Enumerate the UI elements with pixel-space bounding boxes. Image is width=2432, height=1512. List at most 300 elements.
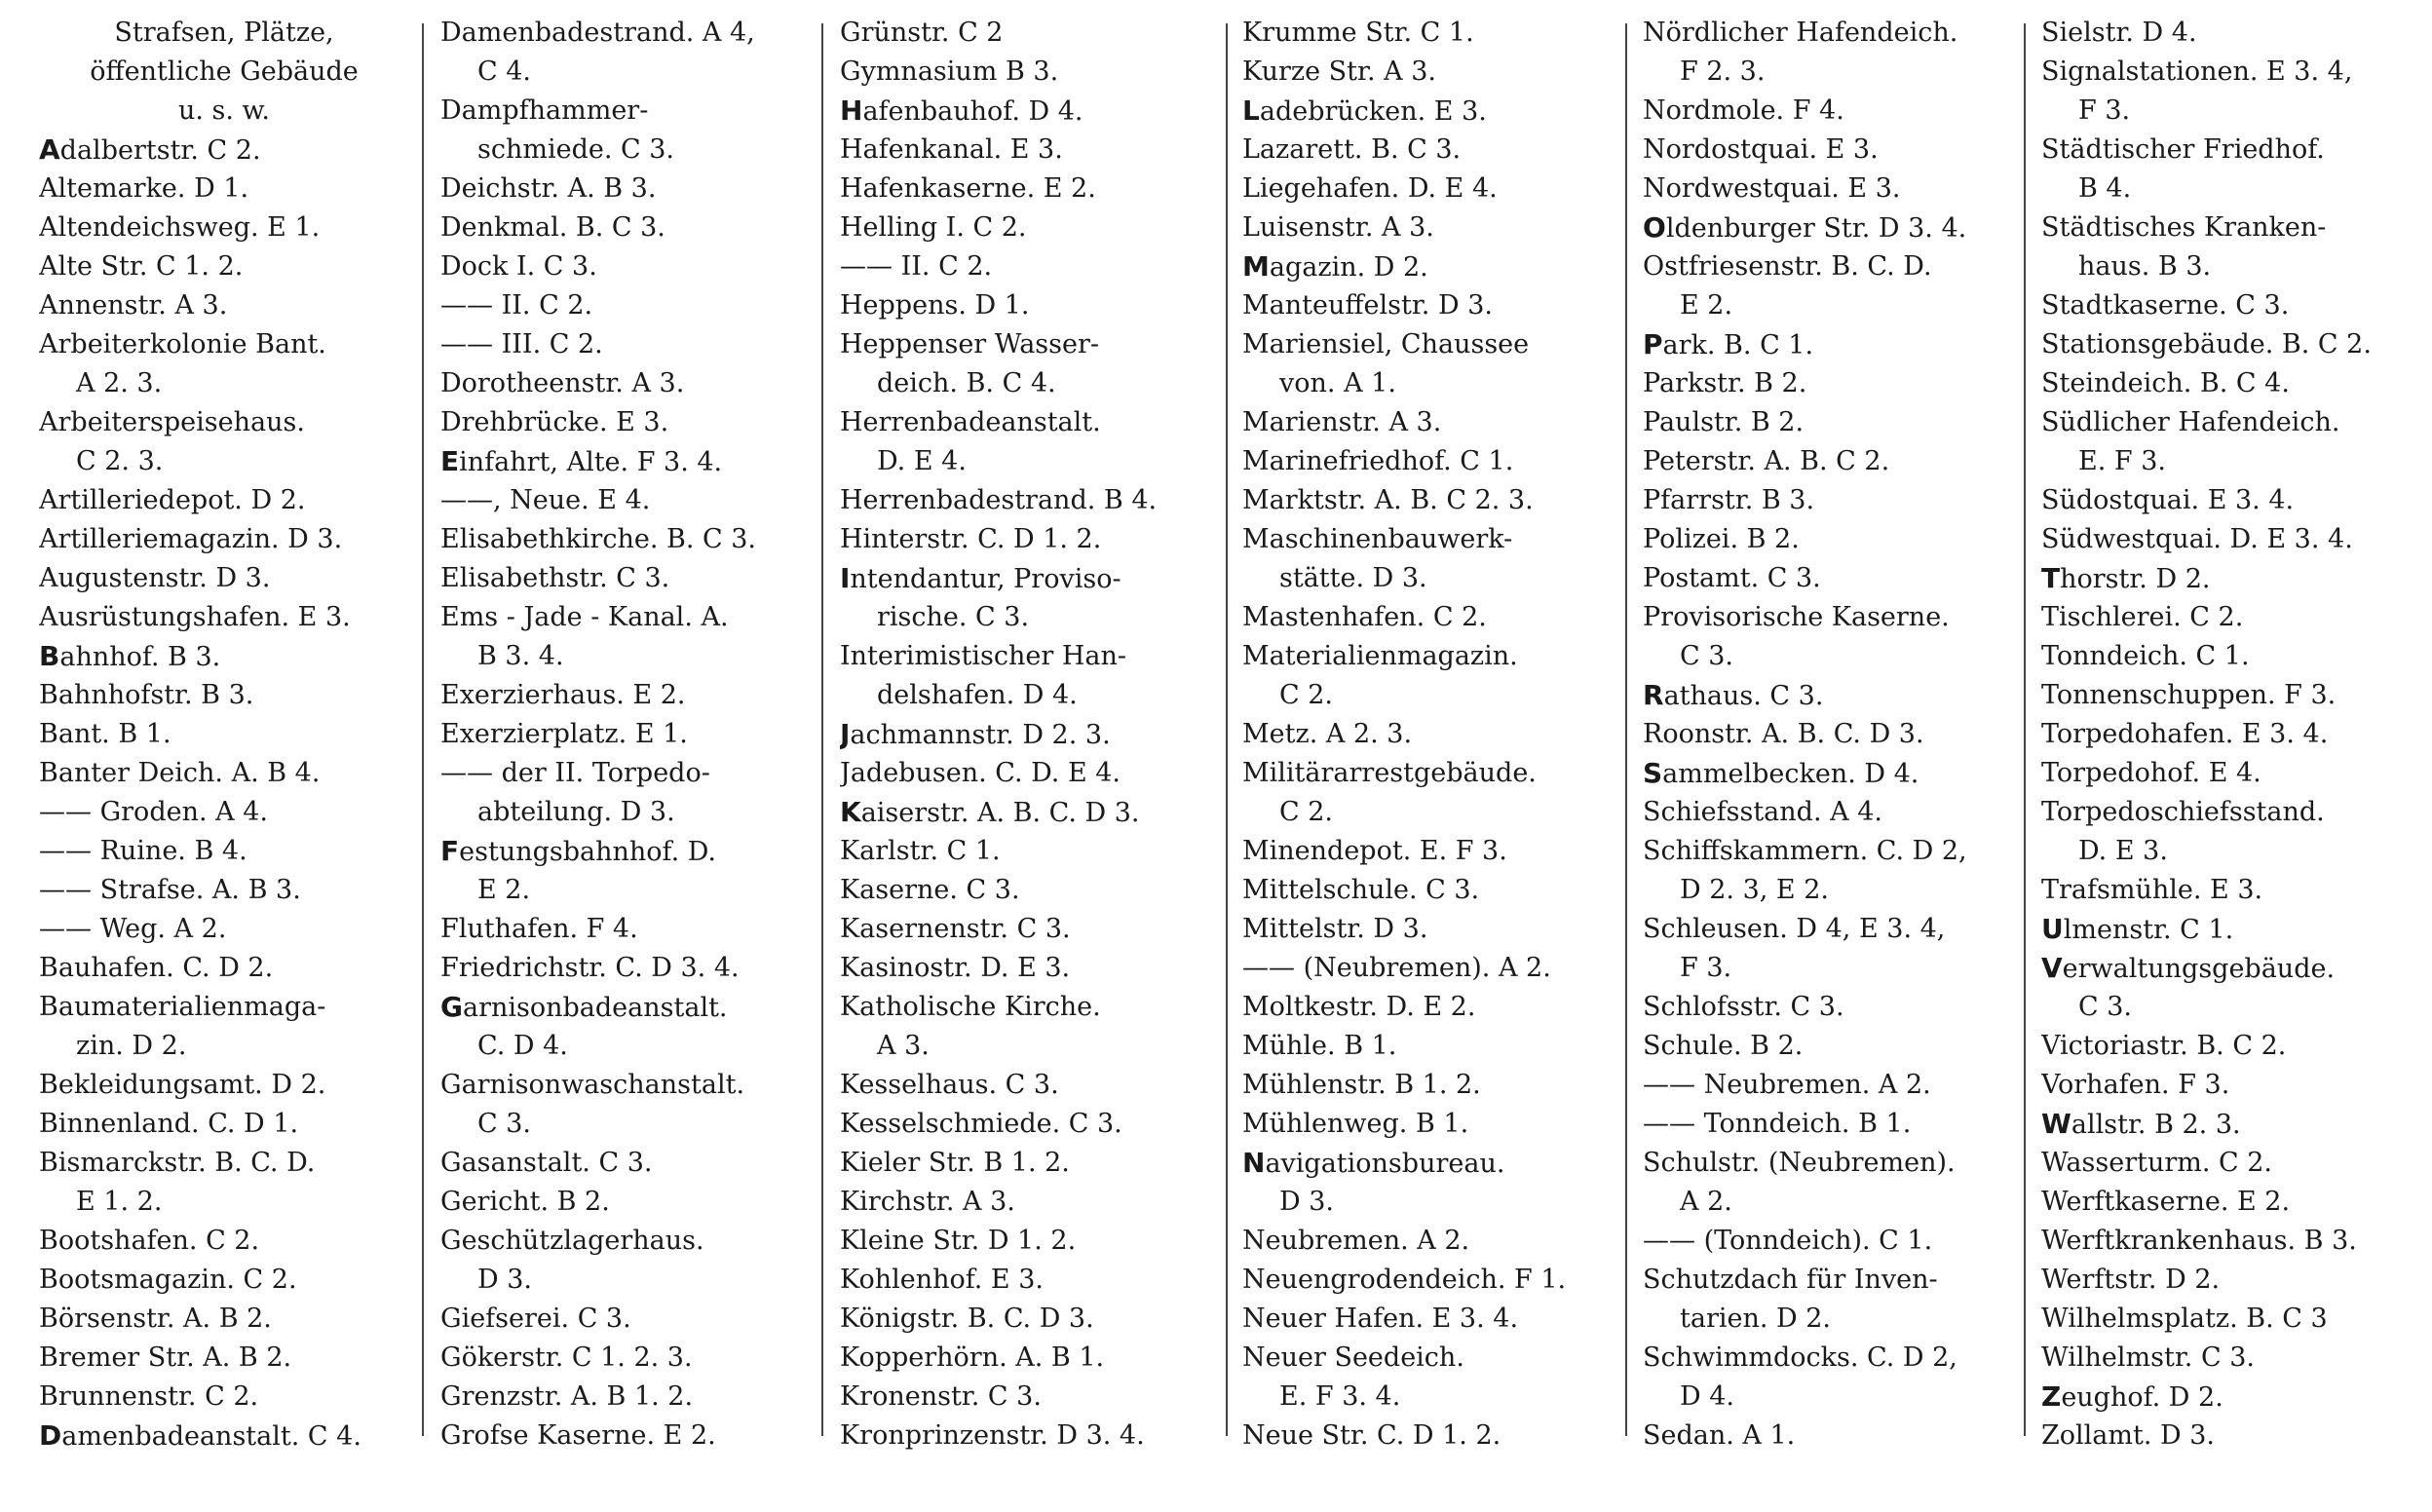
initial-letter: B <box>39 640 60 672</box>
entry-text: C 2. <box>1279 797 1334 827</box>
index-entry-line <box>2041 1222 2416 1261</box>
entry-text: Kohlenhof. E 3. <box>840 1265 1044 1295</box>
entry-text: estungsbahnhof. D. <box>459 837 717 867</box>
entry-text: Neubremen. A 2. <box>1242 1226 1470 1256</box>
entry-text: C. D 4. <box>477 1031 568 1061</box>
entry-text: Wilhelmsplatz. B. C 3 <box>2041 1304 2328 1334</box>
entry-text: Banter Deich. A. B 4. <box>39 758 321 788</box>
entry-text: tarien. D 2. <box>1680 1304 1832 1334</box>
entry-list <box>2041 14 2416 1455</box>
entry-text: Nördlicher Hafendeich. <box>1643 18 1958 48</box>
index-entry-line <box>1643 715 2028 754</box>
entry-text: Paulstr. B 2. <box>1643 407 1805 437</box>
index-entry-line <box>840 1300 1220 1339</box>
index-entry-line <box>840 637 1220 676</box>
column-divider <box>2024 23 2026 1436</box>
initial-letter: H <box>840 94 863 127</box>
entry-text: Schule. B 2. <box>1643 1031 1804 1061</box>
index-entry-line <box>2041 871 2416 910</box>
entry-text: Minendepot. E. F 3. <box>1242 836 1507 866</box>
index-entry-line <box>2041 131 2416 170</box>
index-entry-line <box>840 910 1220 949</box>
index-entry-line <box>39 832 409 871</box>
index-entry-line <box>1643 637 2028 676</box>
entry-text: Signalstationen. E 3. 4, <box>2041 57 2353 87</box>
entry-text: Giefserei. C 3. <box>440 1304 631 1334</box>
entry-text: Lazarett. B. C 3. <box>1242 134 1462 165</box>
index-entry-line <box>1242 1222 1627 1261</box>
entry-text: Strafsen, Plätze, <box>114 18 334 48</box>
entry-text: ntendantur, Proviso- <box>850 564 1121 594</box>
index-entry-line <box>840 1027 1220 1066</box>
index-entry-line <box>840 1417 1220 1455</box>
index-entry-line <box>1643 208 2028 247</box>
entry-text: —— III. C 2. <box>440 329 603 359</box>
entry-text: u. s. w. <box>177 95 271 126</box>
index-column-6 <box>2041 14 2416 1475</box>
entry-text: Helling I. C 2. <box>840 212 1027 243</box>
index-entry-line <box>2041 559 2416 598</box>
index-entry-line <box>440 1144 816 1183</box>
index-entry-line <box>2041 247 2416 286</box>
entry-text: D 3. <box>1279 1187 1334 1217</box>
entry-text: Heppens. D 1. <box>840 290 1030 321</box>
index-entry-line <box>1643 832 2028 871</box>
index-entry-line <box>840 832 1220 871</box>
index-entry-line <box>840 1144 1220 1183</box>
index-entry-line <box>1643 1378 2028 1417</box>
entry-text: Königstr. B. C. D 3. <box>840 1304 1094 1334</box>
index-entry-line <box>2041 676 2416 715</box>
index-entry-line <box>840 754 1220 793</box>
index-entry-line <box>39 481 409 520</box>
entry-text: Parkstr. B 2. <box>1643 368 1807 398</box>
index-entry-line <box>1643 442 2028 481</box>
index-column-5 <box>1643 14 2028 1475</box>
entry-text: Bootsmagazin. C 2. <box>39 1265 297 1295</box>
entry-text: afenbauhof. D 4. <box>862 96 1083 127</box>
initial-letter: L <box>1242 94 1260 127</box>
index-entry-line <box>440 910 816 949</box>
entry-text: Stadtkaserne. C 3. <box>2041 290 2290 321</box>
entry-text: C 3. <box>477 1109 532 1139</box>
entry-text: öffentliche Gebäude <box>90 57 359 87</box>
entry-text: —— Strafse. A. B 3. <box>39 875 301 905</box>
index-entry-line <box>1242 1183 1627 1222</box>
index-entry-line <box>1242 442 1627 481</box>
index-entry-line <box>840 598 1220 637</box>
initial-letter: G <box>440 991 463 1023</box>
section-heading-line <box>39 92 409 131</box>
entry-text: arnisonbadeanstalt. <box>462 993 728 1023</box>
entry-text: Alte Str. C 1. 2. <box>39 251 244 282</box>
entry-text: Tonndeich. C 1. <box>2041 641 2250 671</box>
initial-letter: T <box>2041 562 2061 594</box>
index-entry-line <box>840 170 1220 208</box>
index-entry-line <box>840 286 1220 325</box>
entry-text: Mühle. B 1. <box>1242 1031 1397 1061</box>
entry-text: Fluthafen. F 4. <box>440 914 638 944</box>
entry-text: amenbadeanstalt. C 4. <box>61 1421 361 1452</box>
entry-text: Interimistischer Han- <box>840 641 1126 671</box>
entry-text: Gericht. B 2. <box>440 1187 610 1217</box>
entry-text: horstr. D 2. <box>2060 564 2211 594</box>
index-entry-line <box>2041 481 2416 520</box>
entry-text: ammelbecken. D 4. <box>1662 759 1919 789</box>
index-entry-line <box>1242 910 1627 949</box>
entry-text: Nordmole. F 4. <box>1643 95 1844 126</box>
entry-text: Kirchstr. A 3. <box>840 1187 1015 1217</box>
entry-text: —— (Tonndeich). C 1. <box>1643 1226 1933 1256</box>
entry-text: eughof. D 2. <box>2061 1382 2223 1413</box>
entry-text: Steindeich. B. C 4. <box>2041 368 2290 398</box>
entry-text: Ostfriesenstr. B. C. D. <box>1643 251 1932 282</box>
index-entry-line <box>39 793 409 832</box>
entry-text: aiserstr. A. B. C. D 3. <box>860 798 1140 828</box>
index-column-3 <box>840 14 1220 1475</box>
entry-text: Ausrüstungshafen. E 3. <box>39 602 351 632</box>
entry-text: Elisabethstr. C 3. <box>440 563 670 593</box>
initial-letter: I <box>840 562 851 594</box>
index-entry-line <box>1643 910 2028 949</box>
index-column-1 <box>39 14 409 1475</box>
entry-text: Binnenland. C. D 1. <box>39 1109 299 1139</box>
index-entry-line <box>440 403 816 442</box>
index-entry-line <box>1242 1417 1627 1455</box>
index-entry-line <box>1643 1183 2028 1222</box>
entry-text: zin. D 2. <box>76 1031 187 1061</box>
index-entry-line <box>2041 1144 2416 1183</box>
entry-text: Neue Str. C. D 1. 2. <box>1242 1420 1501 1451</box>
index-entry-line <box>1242 247 1627 286</box>
entry-text: Provisorische Kaserne. <box>1643 602 1950 632</box>
initial-letter: V <box>2041 952 2063 984</box>
index-entry-line <box>1643 1144 2028 1183</box>
entry-text: Garnisonwaschanstalt. <box>440 1070 745 1100</box>
entry-text: Neuer Hafen. E 3. 4. <box>1242 1304 1519 1334</box>
index-entry-line <box>440 1339 816 1378</box>
entry-text: Annenstr. A 3. <box>39 290 228 321</box>
entry-text: abteilung. D 3. <box>477 797 675 827</box>
index-entry-line <box>840 715 1220 754</box>
entry-text: Luisenstr. A 3. <box>1242 212 1434 243</box>
entry-text: F 2. 3. <box>1680 57 1766 87</box>
entry-text: Südwestquai. D. E 3. 4. <box>2041 524 2353 554</box>
entry-list <box>1242 14 1627 1455</box>
column-divider <box>1625 23 1627 1436</box>
entry-text: Trafsmühle. E 3. <box>2041 875 2263 905</box>
entry-text: C 2. 3. <box>76 446 164 476</box>
entry-text: adebrücken. E 3. <box>1259 96 1487 127</box>
entry-text: Kesselschmiede. C 3. <box>840 1109 1122 1139</box>
entry-text: Schulstr. (Neubremen). <box>1643 1148 1956 1178</box>
index-entry-line <box>1242 1105 1627 1144</box>
entry-text: Dorotheenstr. A 3. <box>440 368 685 398</box>
entry-text: Grofse Kaserne. E 2. <box>440 1420 716 1451</box>
index-entry-line <box>2041 1300 2416 1339</box>
index-entry-line <box>2041 1183 2416 1222</box>
index-entry-line <box>1242 1027 1627 1066</box>
entry-text: —— Tonndeich. B 1. <box>1643 1109 1912 1139</box>
entry-text: Artilleriemagazin. D 3. <box>39 524 343 554</box>
entry-text: Baumaterialienmaga- <box>39 992 326 1022</box>
index-entry-line <box>2041 793 2416 832</box>
entry-text: allstr. B 2. 3. <box>2071 1110 2241 1140</box>
entry-text: Grünstr. C 2 <box>840 18 1004 48</box>
index-entry-line <box>1643 1261 2028 1300</box>
entry-text: Südlicher Hafendeich. <box>2041 407 2340 437</box>
initial-letter: N <box>1242 1147 1266 1179</box>
index-entry-line <box>840 1339 1220 1378</box>
entry-text: Exerzierhaus. E 2. <box>440 680 686 710</box>
index-entry-line <box>1242 286 1627 325</box>
entry-text: Polizei. B 2. <box>1643 524 1800 554</box>
index-entry-line <box>1643 131 2028 170</box>
entry-text: Deichstr. A. B 3. <box>440 173 657 204</box>
index-entry-line <box>39 598 409 637</box>
index-entry-line <box>840 988 1220 1027</box>
index-entry-line <box>440 754 816 793</box>
entry-text: Damenbadestrand. A 4, <box>440 18 755 48</box>
entry-text: Metz. A 2. 3. <box>1242 719 1413 749</box>
entry-text: Jadebusen. C. D. E 4. <box>840 758 1121 788</box>
index-entry-line <box>840 559 1220 598</box>
index-entry-line <box>840 131 1220 170</box>
index-entry-line <box>39 637 409 676</box>
index-entry-line <box>39 754 409 793</box>
index-entry-line <box>39 520 409 559</box>
entry-text: Friedrichstr. C. D 3. 4. <box>440 953 740 983</box>
entry-text: Exerzierplatz. E 1. <box>440 719 688 749</box>
index-entry-line <box>39 286 409 325</box>
column-divider <box>1226 23 1228 1436</box>
index-entry-line <box>840 793 1220 832</box>
entry-text: Manteuffelstr. D 3. <box>1242 290 1493 321</box>
index-entry-line <box>840 208 1220 247</box>
index-entry-line <box>39 1417 409 1455</box>
index-entry-line <box>1643 1300 2028 1339</box>
index-entry-line <box>840 14 1220 53</box>
initial-letter: J <box>840 718 851 750</box>
entry-text: infahrt, Alte. F 3. 4. <box>459 447 723 477</box>
index-entry-line <box>440 14 816 53</box>
index-entry-line <box>1643 988 2028 1027</box>
index-column-4 <box>1242 14 1627 1475</box>
entry-text: Peterstr. A. B. C 2. <box>1643 446 1890 476</box>
index-entry-line <box>1242 1261 1627 1300</box>
index-entry-line <box>1242 676 1627 715</box>
index-entry-line <box>840 364 1220 403</box>
entry-text: Hafenkaserne. E 2. <box>840 173 1096 204</box>
entry-text: Kopperhörn. A. B 1. <box>840 1342 1105 1373</box>
index-entry-line <box>1643 286 2028 325</box>
index-entry-line <box>1643 170 2028 208</box>
entry-text: Katholische Kirche. <box>840 992 1101 1022</box>
entry-text: —— der II. Torpedo- <box>440 758 710 788</box>
index-entry-line <box>1242 131 1627 170</box>
entry-text: Stationsgebäude. B. C 2. <box>2041 329 2372 359</box>
index-entry-line <box>440 871 816 910</box>
index-entry-line <box>2041 1417 2416 1455</box>
index-entry-line <box>440 793 816 832</box>
entry-text: ——, Neue. E 4. <box>440 485 651 515</box>
entry-text: Bootshafen. C 2. <box>39 1226 260 1256</box>
entry-text: Bant. B 1. <box>39 719 171 749</box>
index-entry-line <box>1242 871 1627 910</box>
entry-text: Arbeiterspeisehaus. <box>39 407 305 437</box>
entry-text: Geschützlagerhaus. <box>440 1226 704 1256</box>
index-entry-line <box>39 1300 409 1339</box>
entry-text: Pfarrstr. B 3. <box>1643 485 1815 515</box>
entry-text: F 3. <box>1680 953 1732 983</box>
entry-text: Schlofsstr. C 3. <box>1643 992 1844 1022</box>
index-entry-line <box>440 131 816 170</box>
entry-text: Vorhafen. F 3. <box>2041 1070 2230 1100</box>
index-entry-line <box>2041 1378 2416 1417</box>
index-entry-line <box>1242 14 1627 53</box>
index-entry-line <box>39 170 409 208</box>
index-entry-line <box>1643 1339 2028 1378</box>
index-entry-line <box>440 1105 816 1144</box>
column-divider <box>821 23 823 1436</box>
entry-text: A 2. 3. <box>76 368 163 398</box>
entry-text: Tischlerei. C 2. <box>2041 602 2244 632</box>
entry-text: erwaltungsgebäude. <box>2062 954 2336 984</box>
index-entry-line <box>2041 1105 2416 1144</box>
index-entry-line <box>1643 871 2028 910</box>
initial-letter: O <box>1643 211 1666 244</box>
index-entry-line <box>2041 208 2416 247</box>
entry-text: B 4. <box>2078 173 2132 204</box>
index-entry-line <box>1242 403 1627 442</box>
index-entry-line <box>1643 1222 2028 1261</box>
index-entry-line <box>1643 1105 2028 1144</box>
entry-text: C 4. <box>477 57 532 87</box>
entry-text: Arbeiterkolonie Bant. <box>39 329 326 359</box>
initial-letter: K <box>840 796 861 828</box>
entry-text: E 1. 2. <box>76 1187 163 1217</box>
index-entry-line <box>1242 520 1627 559</box>
entry-text: Schwimmdocks. C. D 2, <box>1643 1342 1957 1373</box>
index-entry-line <box>440 1300 816 1339</box>
index-entry-line <box>840 247 1220 286</box>
entry-text: Schutzdach für Inven- <box>1643 1265 1938 1295</box>
index-entry-line <box>2041 520 2416 559</box>
entry-text: Victoriastr. B. C 2. <box>2041 1031 2287 1061</box>
entry-text: ark. B. C 1. <box>1662 330 1814 360</box>
entry-text: Zollamt. D 3. <box>2041 1420 2215 1451</box>
index-entry-line <box>1242 793 1627 832</box>
index-entry-line <box>39 949 409 988</box>
entry-text: Torpedoschiefsstand. <box>2041 797 2325 827</box>
index-entry-line <box>440 949 816 988</box>
index-entry-line <box>1242 754 1627 793</box>
entry-text: Bahnhofstr. B 3. <box>39 680 254 710</box>
index-entry-line <box>2041 170 2416 208</box>
entry-list <box>840 14 1220 1455</box>
entry-text: B 3. 4. <box>477 641 564 671</box>
entry-text: Kaserne. C 3. <box>840 875 1020 905</box>
index-entry-line <box>440 1027 816 1066</box>
index-entry-line <box>440 53 816 92</box>
entry-text: Südostquai. E 3. 4. <box>2041 485 2295 515</box>
index-entry-line <box>1242 988 1627 1027</box>
entry-text: Torpedohafen. E 3. 4. <box>2041 719 2329 749</box>
index-entry-line <box>39 131 409 170</box>
index-entry-line <box>39 1027 409 1066</box>
index-entry-line <box>1643 1066 2028 1105</box>
entry-text: Militärarrestgebäude. <box>1242 758 1537 788</box>
entry-text: Mühlenstr. B 1. 2. <box>1242 1070 1481 1100</box>
index-entry-line <box>840 1183 1220 1222</box>
entry-text: Mastenhafen. C 2. <box>1242 602 1487 632</box>
entry-text: Kronprinzenstr. D 3. 4. <box>840 1420 1145 1451</box>
entry-text: Heppenser Wasser- <box>840 329 1100 359</box>
entry-text: Ems - Jade - Kanal. A. <box>440 602 729 632</box>
index-entry-line <box>440 170 816 208</box>
entry-text: Bekleidungsamt. D 2. <box>39 1070 326 1100</box>
entry-text: Nordostquai. E 3. <box>1643 134 1879 165</box>
entry-text: dalbertstr. C 2. <box>59 135 261 166</box>
entry-text: Grenzstr. A. B 1. 2. <box>440 1381 694 1412</box>
entry-text: Neuengrodendeich. F 1. <box>1242 1265 1567 1295</box>
entry-text: rische. C 3. <box>877 602 1030 632</box>
entry-text: Tonnenschuppen. F 3. <box>2041 680 2337 710</box>
index-entry-line <box>840 403 1220 442</box>
entry-text: —— Groden. A 4. <box>39 797 268 827</box>
index-entry-line <box>440 1261 816 1300</box>
index-entry-line <box>1643 325 2028 364</box>
section-heading-line <box>39 14 409 53</box>
index-entry-line <box>39 1261 409 1300</box>
entry-text: Altendeichsweg. E 1. <box>39 212 321 243</box>
entry-text: —— (Neubremen). A 2. <box>1242 953 1551 983</box>
index-entry-line <box>440 676 816 715</box>
entry-text: Kasernenstr. C 3. <box>840 914 1071 944</box>
entry-text: Mariensiel, Chaussee <box>1242 329 1530 359</box>
entry-text: —— Neubremen. A 2. <box>1643 1070 1931 1100</box>
entry-text: E 2. <box>477 875 531 905</box>
index-entry-line <box>2041 1027 2416 1066</box>
index-entry-line <box>39 247 409 286</box>
entry-text: E. F 3. 4. <box>1279 1381 1401 1412</box>
index-entry-line <box>440 832 816 871</box>
index-entry-line <box>440 364 816 403</box>
index-entry-line <box>2041 637 2416 676</box>
index-entry-line <box>1242 325 1627 364</box>
index-entry-line <box>39 1144 409 1183</box>
entry-text: Mühlenweg. B 1. <box>1242 1109 1469 1139</box>
index-entry-line <box>1242 949 1627 988</box>
index-entry-line <box>1242 170 1627 208</box>
index-entry-line <box>440 559 816 598</box>
index-entry-line <box>2041 364 2416 403</box>
entry-text: ahnhof. B 3. <box>59 642 221 672</box>
index-entry-line <box>1242 637 1627 676</box>
index-entry-line <box>840 1105 1220 1144</box>
entry-text: D. E 4. <box>877 446 967 476</box>
index-entry-line <box>1643 247 2028 286</box>
entry-text: Städtisches Kranken- <box>2041 212 2327 243</box>
entry-text: Denkmal. B. C 3. <box>440 212 665 243</box>
index-entry-line <box>2041 832 2416 871</box>
entry-text: Materialienmagazin. <box>1242 641 1518 671</box>
index-entry-line <box>2041 1066 2416 1105</box>
entry-text: E 2. <box>1680 290 1733 321</box>
index-entry-line <box>39 442 409 481</box>
index-entry-line <box>440 520 816 559</box>
index-entry-line <box>840 1066 1220 1105</box>
